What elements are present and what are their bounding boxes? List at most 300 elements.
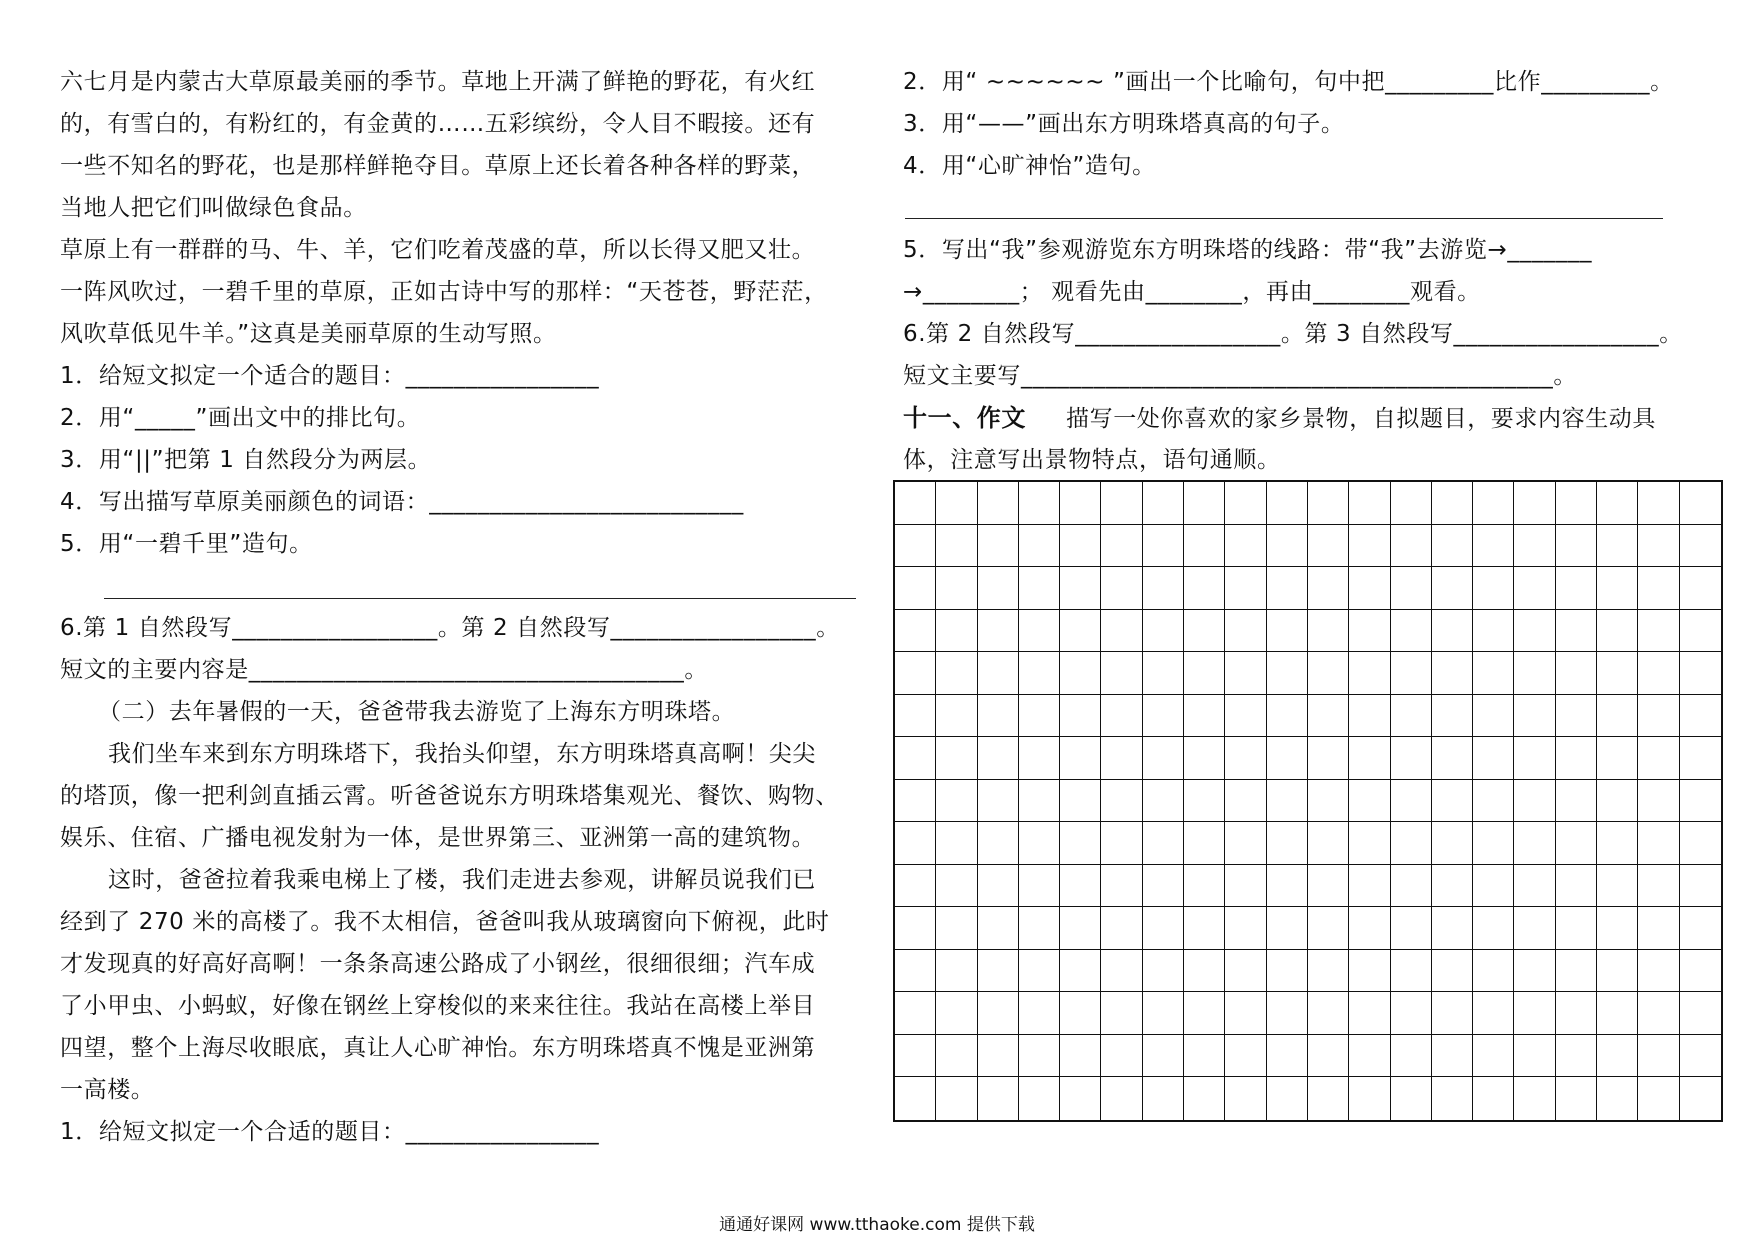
grid-cell[interactable] bbox=[1101, 482, 1142, 525]
grid-cell[interactable] bbox=[1680, 610, 1721, 653]
grid-cell[interactable] bbox=[1019, 737, 1060, 780]
grid-cell[interactable] bbox=[1638, 695, 1679, 738]
grid-cell[interactable] bbox=[1349, 1077, 1390, 1120]
grid-cell[interactable] bbox=[1101, 737, 1142, 780]
grid-cell[interactable] bbox=[1060, 865, 1101, 908]
grid-cell[interactable] bbox=[1349, 822, 1390, 865]
grid-cell[interactable] bbox=[1556, 737, 1597, 780]
grid-cell[interactable] bbox=[1019, 652, 1060, 695]
grid-cell[interactable] bbox=[1267, 567, 1308, 610]
grid-cell[interactable] bbox=[1143, 822, 1184, 865]
grid-cell[interactable] bbox=[1143, 525, 1184, 568]
grid-cell[interactable] bbox=[1349, 482, 1390, 525]
grid-cell[interactable] bbox=[1349, 865, 1390, 908]
grid-cell[interactable] bbox=[1680, 1035, 1721, 1078]
grid-cell[interactable] bbox=[1184, 1035, 1225, 1078]
grid-cell[interactable] bbox=[1184, 610, 1225, 653]
grid-cell[interactable] bbox=[1597, 482, 1638, 525]
grid-cell[interactable] bbox=[978, 907, 1019, 950]
grid-cell[interactable] bbox=[1638, 865, 1679, 908]
grid-cell[interactable] bbox=[1267, 1077, 1308, 1120]
grid-cell[interactable] bbox=[1267, 482, 1308, 525]
grid-cell[interactable] bbox=[1432, 567, 1473, 610]
grid-cell[interactable] bbox=[1225, 950, 1266, 993]
grid-cell[interactable] bbox=[936, 1077, 977, 1120]
grid-cell[interactable] bbox=[1349, 950, 1390, 993]
grid-cell[interactable] bbox=[1638, 1077, 1679, 1120]
grid-cell[interactable] bbox=[1267, 907, 1308, 950]
grid-cell[interactable] bbox=[1680, 865, 1721, 908]
grid-cell[interactable] bbox=[1680, 652, 1721, 695]
grid-cell[interactable] bbox=[1391, 567, 1432, 610]
grid-cell[interactable] bbox=[1184, 1077, 1225, 1120]
grid-cell[interactable] bbox=[1019, 780, 1060, 823]
grid-cell[interactable] bbox=[1019, 992, 1060, 1035]
grid-cell[interactable] bbox=[1101, 950, 1142, 993]
grid-cell[interactable] bbox=[1267, 525, 1308, 568]
grid-cell[interactable] bbox=[1473, 780, 1514, 823]
grid-cell[interactable] bbox=[1556, 1035, 1597, 1078]
grid-cell[interactable] bbox=[1143, 865, 1184, 908]
grid-cell[interactable] bbox=[1019, 822, 1060, 865]
grid-cell[interactable] bbox=[1597, 822, 1638, 865]
grid-cell[interactable] bbox=[1225, 1035, 1266, 1078]
grid-cell[interactable] bbox=[1432, 610, 1473, 653]
grid-cell[interactable] bbox=[1184, 652, 1225, 695]
grid-cell[interactable] bbox=[1143, 780, 1184, 823]
grid-cell[interactable] bbox=[1514, 610, 1555, 653]
grid-cell[interactable] bbox=[1638, 780, 1679, 823]
grid-cell[interactable] bbox=[1556, 482, 1597, 525]
grid-cell[interactable] bbox=[1060, 907, 1101, 950]
grid-cell[interactable] bbox=[1556, 822, 1597, 865]
grid-cell[interactable] bbox=[936, 525, 977, 568]
grid-cell[interactable] bbox=[1267, 950, 1308, 993]
grid-cell[interactable] bbox=[1473, 737, 1514, 780]
grid-cell[interactable] bbox=[1308, 525, 1349, 568]
grid-cell[interactable] bbox=[1432, 652, 1473, 695]
grid-cell[interactable] bbox=[1060, 695, 1101, 738]
grid-cell[interactable] bbox=[1680, 822, 1721, 865]
grid-cell[interactable] bbox=[1514, 907, 1555, 950]
grid-cell[interactable] bbox=[1597, 695, 1638, 738]
grid-cell[interactable] bbox=[1225, 652, 1266, 695]
grid-cell[interactable] bbox=[1638, 1035, 1679, 1078]
grid-cell[interactable] bbox=[1473, 610, 1514, 653]
grid-cell[interactable] bbox=[1308, 822, 1349, 865]
grid-cell[interactable] bbox=[1019, 907, 1060, 950]
grid-cell[interactable] bbox=[1308, 695, 1349, 738]
grid-cell[interactable] bbox=[1638, 950, 1679, 993]
grid-cell[interactable] bbox=[1019, 567, 1060, 610]
grid-cell[interactable] bbox=[895, 1035, 936, 1078]
grid-cell[interactable] bbox=[936, 567, 977, 610]
grid-cell[interactable] bbox=[1514, 652, 1555, 695]
grid-cell[interactable] bbox=[1391, 780, 1432, 823]
grid-cell[interactable] bbox=[1267, 695, 1308, 738]
grid-cell[interactable] bbox=[1432, 1035, 1473, 1078]
grid-cell[interactable] bbox=[1391, 652, 1432, 695]
grid-cell[interactable] bbox=[1597, 652, 1638, 695]
grid-cell[interactable] bbox=[1225, 695, 1266, 738]
grid-cell[interactable] bbox=[1473, 1077, 1514, 1120]
grid-cell[interactable] bbox=[1638, 610, 1679, 653]
grid-cell[interactable] bbox=[1143, 567, 1184, 610]
grid-cell[interactable] bbox=[1267, 610, 1308, 653]
grid-cell[interactable] bbox=[895, 865, 936, 908]
grid-cell[interactable] bbox=[1308, 1077, 1349, 1120]
grid-cell[interactable] bbox=[1556, 567, 1597, 610]
grid-cell[interactable] bbox=[1308, 482, 1349, 525]
grid-cell[interactable] bbox=[1349, 1035, 1390, 1078]
grid-cell[interactable] bbox=[1349, 652, 1390, 695]
grid-cell[interactable] bbox=[1638, 992, 1679, 1035]
grid-cell[interactable] bbox=[1432, 695, 1473, 738]
grid-cell[interactable] bbox=[1060, 1035, 1101, 1078]
grid-cell[interactable] bbox=[1391, 695, 1432, 738]
grid-cell[interactable] bbox=[1308, 950, 1349, 993]
grid-cell[interactable] bbox=[1391, 1077, 1432, 1120]
grid-cell[interactable] bbox=[1432, 1077, 1473, 1120]
grid-cell[interactable] bbox=[1308, 652, 1349, 695]
grid-cell[interactable] bbox=[895, 482, 936, 525]
grid-cell[interactable] bbox=[1143, 737, 1184, 780]
grid-cell[interactable] bbox=[1597, 780, 1638, 823]
grid-cell[interactable] bbox=[1391, 950, 1432, 993]
grid-cell[interactable] bbox=[1060, 525, 1101, 568]
grid-cell[interactable] bbox=[1597, 992, 1638, 1035]
grid-cell[interactable] bbox=[1638, 822, 1679, 865]
grid-cell[interactable] bbox=[1680, 950, 1721, 993]
grid-cell[interactable] bbox=[1101, 1077, 1142, 1120]
grid-cell[interactable] bbox=[1060, 1077, 1101, 1120]
grid-cell[interactable] bbox=[1638, 652, 1679, 695]
grid-cell[interactable] bbox=[1308, 992, 1349, 1035]
grid-cell[interactable] bbox=[1060, 482, 1101, 525]
grid-cell[interactable] bbox=[936, 610, 977, 653]
grid-cell[interactable] bbox=[1019, 610, 1060, 653]
grid-cell[interactable] bbox=[936, 780, 977, 823]
grid-cell[interactable] bbox=[1514, 1077, 1555, 1120]
grid-cell[interactable] bbox=[1556, 865, 1597, 908]
grid-cell[interactable] bbox=[895, 737, 936, 780]
grid-cell[interactable] bbox=[1308, 567, 1349, 610]
grid-cell[interactable] bbox=[1143, 1035, 1184, 1078]
grid-cell[interactable] bbox=[1597, 865, 1638, 908]
grid-cell[interactable] bbox=[1101, 1035, 1142, 1078]
grid-cell[interactable] bbox=[1556, 525, 1597, 568]
grid-cell[interactable] bbox=[1143, 907, 1184, 950]
grid-cell[interactable] bbox=[936, 865, 977, 908]
grid-cell[interactable] bbox=[1556, 610, 1597, 653]
grid-cell[interactable] bbox=[1391, 525, 1432, 568]
grid-cell[interactable] bbox=[1225, 525, 1266, 568]
grid-cell[interactable] bbox=[895, 1077, 936, 1120]
grid-cell[interactable] bbox=[1473, 652, 1514, 695]
grid-cell[interactable] bbox=[1597, 737, 1638, 780]
grid-cell[interactable] bbox=[1473, 950, 1514, 993]
grid-cell[interactable] bbox=[1184, 695, 1225, 738]
grid-cell[interactable] bbox=[895, 780, 936, 823]
grid-cell[interactable] bbox=[1308, 610, 1349, 653]
grid-cell[interactable] bbox=[936, 992, 977, 1035]
grid-cell[interactable] bbox=[1267, 737, 1308, 780]
grid-cell[interactable] bbox=[936, 737, 977, 780]
grid-cell[interactable] bbox=[1019, 525, 1060, 568]
grid-cell[interactable] bbox=[1391, 992, 1432, 1035]
grid-cell[interactable] bbox=[1267, 652, 1308, 695]
grid-cell[interactable] bbox=[1597, 525, 1638, 568]
grid-cell[interactable] bbox=[1184, 907, 1225, 950]
grid-cell[interactable] bbox=[1391, 865, 1432, 908]
grid-cell[interactable] bbox=[1432, 950, 1473, 993]
grid-cell[interactable] bbox=[895, 992, 936, 1035]
grid-cell[interactable] bbox=[1349, 780, 1390, 823]
grid-cell[interactable] bbox=[1184, 950, 1225, 993]
grid-cell[interactable] bbox=[1514, 992, 1555, 1035]
grid-cell[interactable] bbox=[936, 822, 977, 865]
grid-cell[interactable] bbox=[1184, 822, 1225, 865]
grid-cell[interactable] bbox=[1597, 610, 1638, 653]
grid-cell[interactable] bbox=[1432, 865, 1473, 908]
grid-cell[interactable] bbox=[1101, 907, 1142, 950]
grid-cell[interactable] bbox=[1267, 865, 1308, 908]
grid-cell[interactable] bbox=[1184, 737, 1225, 780]
grid-cell[interactable] bbox=[1349, 525, 1390, 568]
grid-cell[interactable] bbox=[1514, 482, 1555, 525]
grid-cell[interactable] bbox=[895, 950, 936, 993]
grid-cell[interactable] bbox=[1143, 482, 1184, 525]
grid-cell[interactable] bbox=[936, 907, 977, 950]
grid-cell[interactable] bbox=[1597, 1077, 1638, 1120]
grid-cell[interactable] bbox=[1267, 992, 1308, 1035]
grid-cell[interactable] bbox=[1143, 610, 1184, 653]
grid-cell[interactable] bbox=[1556, 950, 1597, 993]
grid-cell[interactable] bbox=[1060, 780, 1101, 823]
grid-cell[interactable] bbox=[1060, 567, 1101, 610]
grid-cell[interactable] bbox=[1184, 780, 1225, 823]
grid-cell[interactable] bbox=[1101, 865, 1142, 908]
grid-cell[interactable] bbox=[936, 482, 977, 525]
grid-cell[interactable] bbox=[1101, 610, 1142, 653]
grid-cell[interactable] bbox=[1019, 695, 1060, 738]
grid-cell[interactable] bbox=[978, 737, 1019, 780]
grid-cell[interactable] bbox=[1597, 950, 1638, 993]
grid-cell[interactable] bbox=[978, 525, 1019, 568]
grid-cell[interactable] bbox=[1680, 695, 1721, 738]
grid-cell[interactable] bbox=[1019, 950, 1060, 993]
grid-cell[interactable] bbox=[1514, 1035, 1555, 1078]
grid-cell[interactable] bbox=[1184, 525, 1225, 568]
grid-cell[interactable] bbox=[1391, 482, 1432, 525]
grid-cell[interactable] bbox=[1638, 737, 1679, 780]
grid-cell[interactable] bbox=[1391, 907, 1432, 950]
grid-cell[interactable] bbox=[1473, 992, 1514, 1035]
grid-cell[interactable] bbox=[1308, 907, 1349, 950]
grid-cell[interactable] bbox=[936, 695, 977, 738]
grid-cell[interactable] bbox=[1101, 525, 1142, 568]
grid-cell[interactable] bbox=[1267, 1035, 1308, 1078]
grid-cell[interactable] bbox=[978, 1035, 1019, 1078]
grid-cell[interactable] bbox=[1225, 610, 1266, 653]
grid-cell[interactable] bbox=[1556, 780, 1597, 823]
grid-cell[interactable] bbox=[1143, 992, 1184, 1035]
grid-cell[interactable] bbox=[1101, 780, 1142, 823]
grid-cell[interactable] bbox=[1514, 780, 1555, 823]
grid-cell[interactable] bbox=[1473, 865, 1514, 908]
grid-cell[interactable] bbox=[978, 950, 1019, 993]
grid-cell[interactable] bbox=[1349, 737, 1390, 780]
grid-cell[interactable] bbox=[1680, 1077, 1721, 1120]
grid-cell[interactable] bbox=[1184, 567, 1225, 610]
grid-cell[interactable] bbox=[1019, 1077, 1060, 1120]
grid-cell[interactable] bbox=[1225, 907, 1266, 950]
grid-cell[interactable] bbox=[1349, 992, 1390, 1035]
grid-cell[interactable] bbox=[1019, 865, 1060, 908]
grid-cell[interactable] bbox=[1432, 780, 1473, 823]
grid-cell[interactable] bbox=[978, 482, 1019, 525]
grid-cell[interactable] bbox=[1308, 865, 1349, 908]
grid-cell[interactable] bbox=[1060, 950, 1101, 993]
grid-cell[interactable] bbox=[895, 567, 936, 610]
grid-cell[interactable] bbox=[1597, 567, 1638, 610]
grid-cell[interactable] bbox=[1225, 1077, 1266, 1120]
grid-cell[interactable] bbox=[1349, 567, 1390, 610]
grid-cell[interactable] bbox=[1432, 992, 1473, 1035]
grid-cell[interactable] bbox=[1432, 822, 1473, 865]
grid-cell[interactable] bbox=[1060, 610, 1101, 653]
grid-cell[interactable] bbox=[1267, 822, 1308, 865]
grid-cell[interactable] bbox=[1184, 482, 1225, 525]
grid-cell[interactable] bbox=[1514, 822, 1555, 865]
grid-cell[interactable] bbox=[1060, 737, 1101, 780]
grid-cell[interactable] bbox=[936, 950, 977, 993]
grid-cell[interactable] bbox=[1514, 695, 1555, 738]
grid-cell[interactable] bbox=[1514, 950, 1555, 993]
grid-cell[interactable] bbox=[1473, 482, 1514, 525]
grid-cell[interactable] bbox=[1225, 737, 1266, 780]
grid-cell[interactable] bbox=[978, 865, 1019, 908]
grid-cell[interactable] bbox=[1680, 992, 1721, 1035]
grid-cell[interactable] bbox=[1391, 1035, 1432, 1078]
grid-cell[interactable] bbox=[1225, 992, 1266, 1035]
grid-cell[interactable] bbox=[978, 610, 1019, 653]
grid-cell[interactable] bbox=[1473, 695, 1514, 738]
grid-cell[interactable] bbox=[1680, 482, 1721, 525]
grid-cell[interactable] bbox=[1680, 907, 1721, 950]
grid-cell[interactable] bbox=[1143, 1077, 1184, 1120]
grid-cell[interactable] bbox=[1473, 567, 1514, 610]
grid-cell[interactable] bbox=[1597, 1035, 1638, 1078]
grid-cell[interactable] bbox=[1308, 1035, 1349, 1078]
grid-cell[interactable] bbox=[1473, 907, 1514, 950]
grid-cell[interactable] bbox=[1349, 695, 1390, 738]
grid-cell[interactable] bbox=[978, 780, 1019, 823]
grid-cell[interactable] bbox=[1349, 907, 1390, 950]
grid-cell[interactable] bbox=[1225, 822, 1266, 865]
grid-cell[interactable] bbox=[1391, 610, 1432, 653]
grid-cell[interactable] bbox=[1514, 737, 1555, 780]
grid-cell[interactable] bbox=[1556, 695, 1597, 738]
grid-cell[interactable] bbox=[895, 610, 936, 653]
grid-cell[interactable] bbox=[1101, 992, 1142, 1035]
grid-cell[interactable] bbox=[1556, 907, 1597, 950]
grid-cell[interactable] bbox=[978, 1077, 1019, 1120]
grid-cell[interactable] bbox=[1391, 737, 1432, 780]
grid-cell[interactable] bbox=[1514, 525, 1555, 568]
grid-cell[interactable] bbox=[1101, 567, 1142, 610]
grid-cell[interactable] bbox=[1432, 482, 1473, 525]
grid-cell[interactable] bbox=[1060, 992, 1101, 1035]
grid-cell[interactable] bbox=[1101, 822, 1142, 865]
grid-cell[interactable] bbox=[1432, 525, 1473, 568]
grid-cell[interactable] bbox=[1432, 737, 1473, 780]
grid-cell[interactable] bbox=[1225, 865, 1266, 908]
grid-cell[interactable] bbox=[1184, 865, 1225, 908]
grid-cell[interactable] bbox=[1060, 822, 1101, 865]
grid-cell[interactable] bbox=[936, 652, 977, 695]
grid-cell[interactable] bbox=[1143, 695, 1184, 738]
grid-cell[interactable] bbox=[1101, 695, 1142, 738]
grid-cell[interactable] bbox=[1101, 652, 1142, 695]
grid-cell[interactable] bbox=[1638, 525, 1679, 568]
grid-cell[interactable] bbox=[1514, 865, 1555, 908]
grid-cell[interactable] bbox=[1556, 1077, 1597, 1120]
grid-cell[interactable] bbox=[895, 652, 936, 695]
grid-cell[interactable] bbox=[1225, 780, 1266, 823]
grid-cell[interactable] bbox=[1184, 992, 1225, 1035]
grid-cell[interactable] bbox=[1267, 780, 1308, 823]
grid-cell[interactable] bbox=[1349, 610, 1390, 653]
grid-cell[interactable] bbox=[1060, 652, 1101, 695]
grid-cell[interactable] bbox=[978, 695, 1019, 738]
grid-cell[interactable] bbox=[895, 695, 936, 738]
grid-cell[interactable] bbox=[978, 567, 1019, 610]
grid-cell[interactable] bbox=[1225, 482, 1266, 525]
grid-cell[interactable] bbox=[895, 525, 936, 568]
grid-cell[interactable] bbox=[1597, 907, 1638, 950]
grid-cell[interactable] bbox=[1556, 652, 1597, 695]
grid-cell[interactable] bbox=[1638, 567, 1679, 610]
grid-cell[interactable] bbox=[1680, 737, 1721, 780]
grid-cell[interactable] bbox=[936, 1035, 977, 1078]
grid-cell[interactable] bbox=[1391, 822, 1432, 865]
grid-cell[interactable] bbox=[1680, 567, 1721, 610]
grid-cell[interactable] bbox=[1473, 1035, 1514, 1078]
grid-cell[interactable] bbox=[1143, 950, 1184, 993]
writing-grid[interactable] bbox=[893, 480, 1723, 1122]
grid-cell[interactable] bbox=[1143, 652, 1184, 695]
grid-cell[interactable] bbox=[1019, 482, 1060, 525]
grid-cell[interactable] bbox=[1514, 567, 1555, 610]
grid-cell[interactable] bbox=[895, 822, 936, 865]
grid-cell[interactable] bbox=[1638, 482, 1679, 525]
grid-cell[interactable] bbox=[978, 992, 1019, 1035]
grid-cell[interactable] bbox=[1473, 525, 1514, 568]
grid-cell[interactable] bbox=[1308, 780, 1349, 823]
grid-cell[interactable] bbox=[978, 652, 1019, 695]
grid-cell[interactable] bbox=[1680, 525, 1721, 568]
grid-cell[interactable] bbox=[1019, 1035, 1060, 1078]
grid-cell[interactable] bbox=[1680, 780, 1721, 823]
grid-cell[interactable] bbox=[1432, 907, 1473, 950]
grid-cell[interactable] bbox=[1225, 567, 1266, 610]
grid-cell[interactable] bbox=[1638, 907, 1679, 950]
grid-cell[interactable] bbox=[1308, 737, 1349, 780]
grid-cell[interactable] bbox=[1556, 992, 1597, 1035]
grid-cell[interactable] bbox=[895, 907, 936, 950]
grid-cell[interactable] bbox=[1473, 822, 1514, 865]
